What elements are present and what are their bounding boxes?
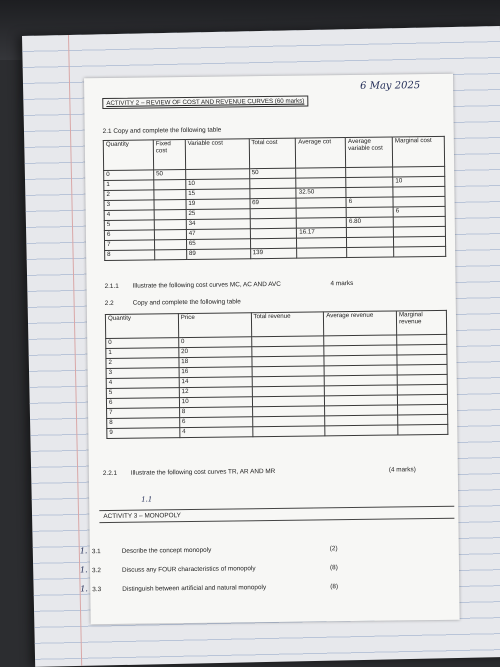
- cost-table-cell: [154, 210, 186, 220]
- cost-table-cell: [346, 167, 393, 178]
- cost-table-cell: [250, 238, 297, 249]
- cost-table: [103, 136, 446, 261]
- revenue-table-cell: [252, 426, 325, 437]
- handwritten-note: 1.1: [141, 495, 153, 504]
- revenue-table-cell: [397, 384, 447, 395]
- revenue-table-header-cell: Total revenue: [251, 312, 324, 337]
- cost-table-cell: [154, 230, 186, 240]
- cost-table-cell: [154, 190, 186, 200]
- cost-table-cell: [154, 250, 186, 260]
- cost-table-cell: [249, 178, 296, 189]
- cost-table-cell: 50: [249, 168, 296, 179]
- activity3-question-marks: (8): [330, 583, 339, 591]
- revenue-table-cell: [325, 425, 398, 436]
- cost-table-cell: 0: [104, 170, 154, 181]
- cost-table-header-cell: Average variable cost: [345, 137, 392, 168]
- cost-table-cell: [394, 246, 446, 257]
- cost-table-cell: [347, 237, 394, 248]
- question-2-2-1-number: 2.2.1: [102, 469, 118, 478]
- cost-table-cell: [394, 236, 446, 247]
- handwritten-date: 6 May 2025: [360, 80, 421, 92]
- cost-table-cell: 65: [186, 239, 250, 250]
- cost-table-cell: 89: [186, 249, 250, 260]
- revenue-table-cell: 8: [107, 418, 180, 429]
- handwritten-question-prefix: 1.: [79, 546, 88, 556]
- cost-table-cell: 3: [104, 200, 154, 211]
- handwritten-question-prefix: 1.: [80, 584, 88, 594]
- cost-table-cell: [347, 227, 394, 238]
- cost-table-cell: [393, 216, 445, 227]
- revenue-table-cell: 7: [107, 408, 180, 419]
- cost-table-cell: [154, 200, 186, 210]
- printed-worksheet: [79, 74, 460, 624]
- activity3-question-number: 3.2: [91, 567, 101, 575]
- cost-table-cell: 19: [186, 199, 250, 210]
- cost-table-cell: 16.17: [297, 228, 347, 239]
- cost-table-header-cell: Total cost: [249, 138, 296, 169]
- revenue-table-cell: 14: [179, 377, 252, 388]
- question-2-1-1-number: 2.1.1: [104, 282, 119, 291]
- revenue-table-header-cell: Price: [178, 313, 251, 338]
- cost-table-cell: [250, 228, 297, 239]
- cost-table-cell: [296, 178, 346, 189]
- cost-table-cell: [346, 177, 393, 188]
- cost-table-cell: [154, 220, 186, 230]
- revenue-table-cell: [397, 394, 447, 405]
- cost-table-cell: 8: [105, 250, 155, 261]
- cost-table-cell: [296, 208, 346, 219]
- cost-table-cell: 69: [250, 198, 297, 209]
- cost-table-cell: [347, 247, 394, 258]
- cost-table-cell: [296, 198, 346, 209]
- revenue-table-cell: 9: [107, 428, 180, 439]
- cost-table-cell: [393, 196, 445, 207]
- activity3-title: ACTIVITY 3 – MONOPOLY: [103, 512, 181, 521]
- cost-table-cell: 139: [250, 248, 297, 259]
- cost-table-cell: [346, 187, 393, 198]
- cost-table-cell: [297, 248, 347, 259]
- activity3-question-marks: (8): [329, 564, 338, 572]
- activity3-question-marks: (2): [329, 545, 338, 553]
- cost-table-cell: 32.50: [296, 188, 346, 199]
- cost-table-cell: 1: [104, 180, 154, 191]
- cost-table-cell: [250, 208, 297, 219]
- revenue-table-cell: 16: [179, 367, 252, 378]
- activity3-question-text: Describe the concept monopoly: [121, 546, 212, 555]
- cost-table-cell: 7: [104, 240, 154, 251]
- question-2-2-text: Copy and complete the following table: [132, 298, 241, 307]
- cost-table-cell: 5: [104, 220, 154, 231]
- cost-table-header-cell: Quantity: [103, 140, 153, 171]
- cost-table-cell: 10: [393, 176, 445, 187]
- cost-table-header-cell: Variable cost: [185, 139, 249, 170]
- revenue-table-cell: [398, 404, 448, 415]
- revenue-table-cell: 12: [179, 387, 252, 398]
- cost-table-cell: 15: [186, 189, 250, 200]
- cost-table-cell: [297, 238, 347, 249]
- activity3-banner: [99, 506, 454, 523]
- question-2-2-1-text: Illustrate the following cost curves TR, AR AND MR: [130, 467, 276, 477]
- revenue-table-cell: 10: [179, 397, 252, 408]
- revenue-table-cell: 5: [106, 388, 179, 399]
- revenue-table-cell: 8: [179, 407, 252, 418]
- cost-table-header-cell: Average cot: [296, 138, 346, 169]
- activity3-question-number: 3.3: [92, 586, 102, 594]
- activity3-question-text: Distinguish between artificial and natural monopoly: [122, 584, 267, 593]
- cost-table-cell: 34: [186, 219, 250, 230]
- cost-table-cell: [393, 226, 445, 237]
- cost-table-cell: 6: [104, 230, 154, 241]
- revenue-table-header-cell: Average revenue: [324, 311, 397, 336]
- cost-table-cell: [297, 218, 347, 229]
- revenue-table-cell: 4: [106, 378, 179, 389]
- cost-table-cell: 6: [393, 206, 445, 217]
- revenue-table-cell: 6: [179, 417, 252, 428]
- revenue-table: [105, 310, 449, 439]
- revenue-table-cell: 20: [179, 347, 252, 358]
- revenue-table-cell: 2: [106, 358, 179, 369]
- revenue-table-cell: 4: [180, 427, 253, 438]
- cost-table-cell: 50: [153, 170, 185, 180]
- cost-table-cell: 25: [186, 209, 250, 220]
- revenue-table-cell: 18: [179, 357, 252, 368]
- cost-table-cell: 10: [186, 179, 250, 190]
- question-2-2-number: 2.2: [104, 299, 114, 308]
- revenue-table-cell: [397, 364, 447, 375]
- cost-table-header-row: [103, 136, 444, 170]
- question-2-2-1-marks: (4 marks): [388, 466, 416, 474]
- activity3-question-text: Discuss any FOUR characteristics of monopoly: [121, 565, 256, 574]
- revenue-table-cell: [398, 424, 448, 435]
- question-2-1-1-text: Illustrate the following cost curves MC, AC AND AVC: [132, 280, 281, 290]
- cost-table-header-cell: Fixed cost: [153, 140, 185, 170]
- question-2-1-1-marks: 4 marks: [330, 279, 354, 288]
- revenue-table-cell: [397, 354, 447, 365]
- revenue-table-header-cell: Marginal revenue: [396, 310, 446, 335]
- activity2-title: ACTIVITY 2 – REVIEW OF COST AND REVENUE CURVES (60 marks): [102, 96, 308, 110]
- cost-table-cell: [249, 188, 296, 199]
- cost-table-cell: 47: [186, 229, 250, 240]
- cost-table-cell: [393, 166, 445, 177]
- revenue-table-cell: [397, 344, 447, 355]
- cost-table-cell: 6: [346, 197, 393, 208]
- revenue-table-cell: 0: [106, 338, 179, 349]
- activity3-question-number: 3.1: [91, 548, 101, 556]
- cost-table-cell: [154, 240, 186, 250]
- cost-table-cell: [250, 218, 297, 229]
- cost-table-header-cell: Marginal cost: [392, 136, 444, 167]
- revenue-table-header-cell: Quantity: [105, 314, 178, 339]
- revenue-table-cell: [397, 334, 447, 345]
- revenue-table-cell: 0: [178, 337, 251, 348]
- revenue-table-cell: 3: [106, 368, 179, 379]
- revenue-table-cell: [397, 374, 447, 385]
- question-2-1: 2.1 Copy and complete the following table: [102, 126, 222, 136]
- revenue-table-cell: 6: [106, 398, 179, 409]
- cost-table-cell: [154, 180, 186, 190]
- cost-table-cell: 4: [104, 210, 154, 221]
- cost-table-cell: [393, 186, 445, 197]
- cost-table-cell: [296, 168, 346, 179]
- revenue-table-cell: [398, 414, 448, 425]
- cost-table-cell: [346, 207, 393, 218]
- cost-table-cell: 6.80: [346, 217, 393, 228]
- cost-table-cell: 2: [104, 190, 154, 201]
- revenue-table-cell: 1: [106, 348, 179, 359]
- handwritten-question-prefix: 1.: [79, 565, 88, 575]
